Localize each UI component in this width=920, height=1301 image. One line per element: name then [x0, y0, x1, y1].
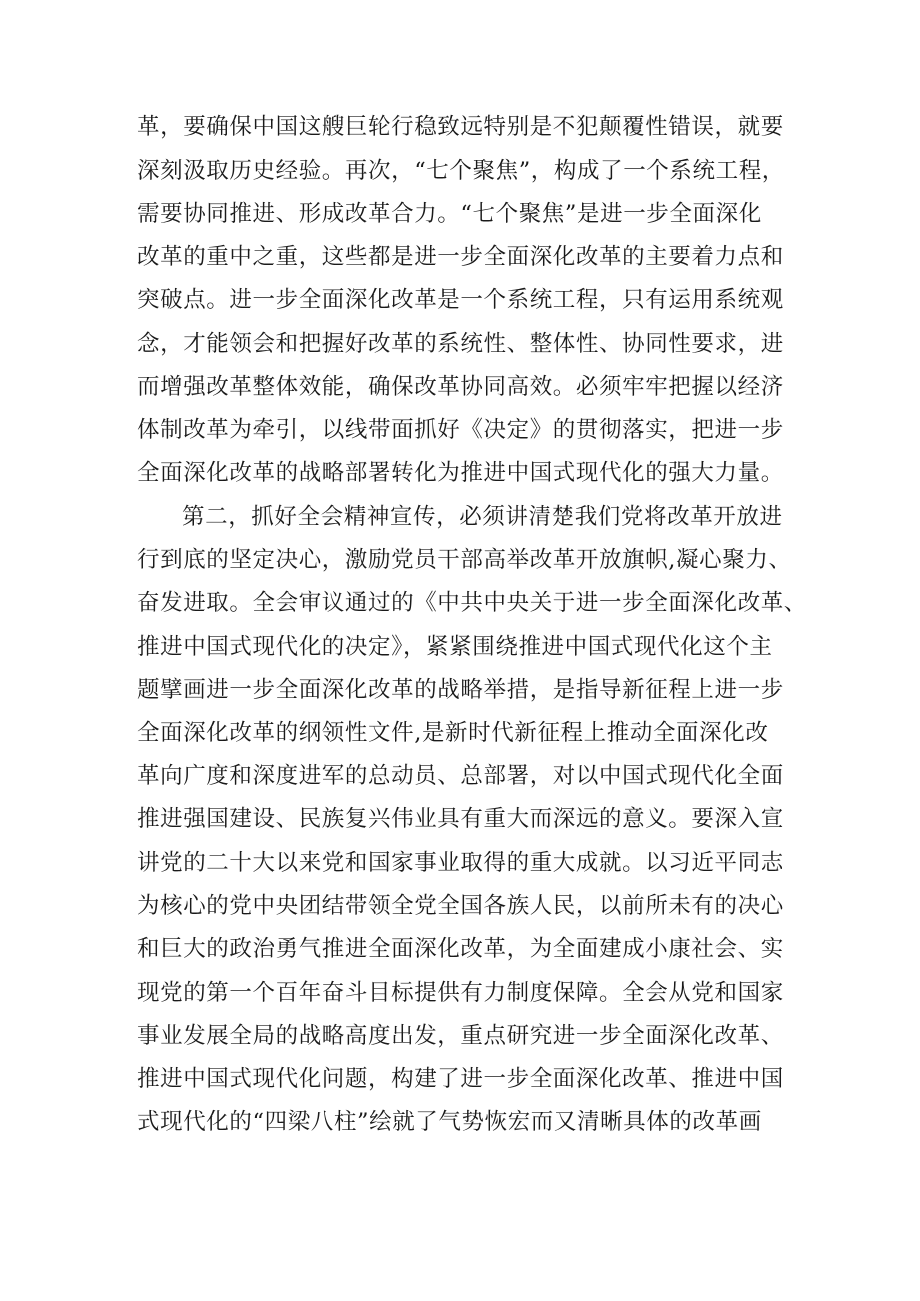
text-line: 奋发进取。全会审议通过的《中共中央关于进一步全面深化改革、	[137, 590, 807, 616]
text-line: 事业发展全局的战略高度出发，重点研究进一步全面深化改革、	[137, 1023, 784, 1049]
text-line: 需要协同推进、形成改革合力。“七个聚焦”是进一步全面深化	[137, 201, 762, 227]
text-line: 和巨大的政治勇气推进全面深化改革，为全面建成小康社会、实	[137, 936, 784, 962]
text-line: 深刻汲取历史经验。再次，“七个聚焦”，构成了一个系统工程，	[137, 158, 785, 184]
text-line: 突破点。进一步全面深化改革是一个系统工程，只有运用系统观	[137, 287, 784, 313]
text-line: 推进中国式现代化的决定》，紧紧围绕推进中国式现代化这个主	[137, 634, 773, 660]
text-line: 革向广度和深度进军的总动员、总部署，对以中国式现代化全面	[137, 763, 784, 789]
text-line: 推进中国式现代化问题，构建了进一步全面深化改革、推进中国	[137, 1066, 784, 1092]
text-line: 念，才能领会和把握好改革的系统性、整体性、协同性要求，进	[137, 331, 784, 357]
text-line: 为核心的党中央团结带领全党全国各族人民，以前所未有的决心	[137, 893, 784, 919]
text-line: 推进强国建设、民族复兴伟业具有重大而深远的意义。要深入宣	[137, 806, 784, 832]
text-line: 式现代化的“四梁八柱”绘就了气势恢宏而又清晰具体的改革画	[137, 1109, 762, 1135]
text-line: 全面深化改革的战略部署转化为推进中国式现代化的强大力量。	[137, 460, 784, 486]
text-line: 全面深化改革的纲领性文件,是新时代新征程上推动全面深化改	[137, 720, 769, 746]
text-line: 体制改革为牵引，以线带面抓好《决定》的贯彻落实，把进一步	[137, 417, 784, 443]
text-line: 行到底的坚定决心，激励党员干部高举改革开放旗帜,凝心聚力、	[137, 547, 792, 573]
text-line: 而增强改革整体效能，确保改革协同高效。必须牢牢把握以经济	[137, 374, 784, 400]
paragraph-first-line: 第二，抓好全会精神宣传，必须讲清楚我们党将改革开放进	[182, 504, 783, 530]
text-line: 改革的重中之重，这些都是进一步全面深化改革的主要着力点和	[137, 244, 784, 270]
text-line: 革，要确保中国这艘巨轮行稳致远特别是不犯颠覆性错误，就要	[137, 114, 784, 140]
text-line: 题擘画进一步全面深化改革的战略举措，是指导新征程上进一步	[137, 677, 784, 703]
text-line: 现党的第一个百年奋斗目标提供有力制度保障。全会从党和国家	[137, 980, 784, 1006]
text-line: 讲党的二十大以来党和国家事业取得的重大成就。以习近平同志	[137, 850, 784, 876]
